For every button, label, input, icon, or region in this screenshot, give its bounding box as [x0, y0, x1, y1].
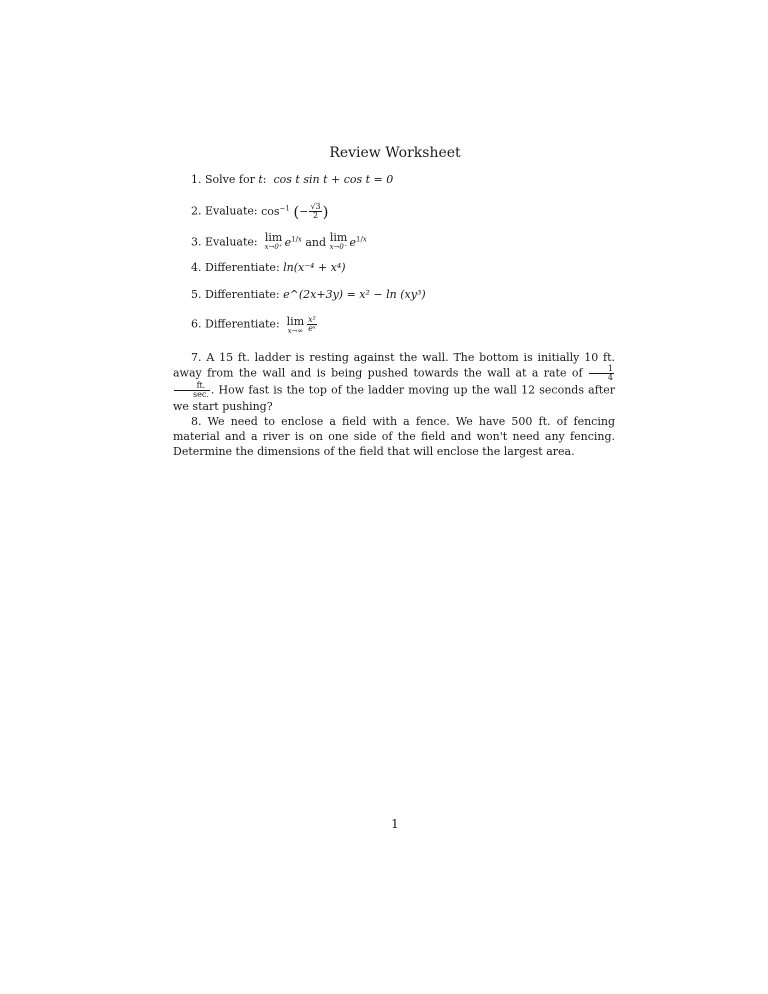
problem-number: 1.	[191, 173, 202, 186]
problem-number: 2.	[191, 204, 202, 218]
problem-text-a: A 15 ft. ladder is resting against the wall. The bottom is initially 10 ft. away from the wall and is being pushed towards the wall at a rate of	[173, 351, 615, 380]
page-number: 1	[391, 817, 399, 831]
problem-text: We need to enclose a field with a fence. We have 500 ft. of fencing material and a river is on one side of the field and won't need any fencing. Determine the dimensions of the field that will enclose the largest area.	[173, 415, 615, 458]
problem-text-b: . How fast is the top of the ladder moving up the wall 12 seconds after we start pushing?	[173, 383, 615, 413]
problem-7	[173, 350, 615, 414]
rate-fraction: $\frac{1}{4}$	[589, 365, 614, 382]
problem-expression: lim x→0⁺ $e^{1/x}$ and lim x→0⁻ $e^{1/x}$	[264, 231, 367, 251]
problem-8	[173, 414, 615, 459]
problem-expression: cos t sin t + cos t = 0	[273, 173, 394, 186]
problem-1: 1. Solve for t: cos t sin t + cos t = 0	[191, 173, 394, 186]
problem-expression: $\cos^{-1}$ (− $\frac{√3}{2}$ )	[261, 202, 329, 221]
problem-expression: lim x→∞ $\frac{\text{x²}}{\text{eˣ}}$	[286, 315, 316, 335]
problem-number: 5.	[191, 288, 202, 301]
problem-label: Differentiate:	[205, 261, 280, 274]
problem-label: Evaluate:	[205, 204, 258, 218]
problem-number: 4.	[191, 261, 202, 274]
problem-expression: ln(x⁻⁴ + x⁴)	[283, 261, 346, 274]
fraction: $\frac{√3}{2}$	[310, 202, 321, 221]
problem-label: Evaluate:	[205, 235, 258, 249]
fraction: $\frac{\text{x²}}{\text{eˣ}}$	[308, 315, 316, 333]
problem-label: Solve for	[205, 173, 255, 186]
problem-number: 3.	[191, 235, 202, 249]
problem-number: 7.	[191, 351, 202, 364]
problem-4	[191, 261, 346, 275]
page-title: Review Worksheet	[329, 145, 461, 161]
problem-label: Differentiate:	[205, 317, 280, 331]
problem-number: 8.	[191, 415, 202, 428]
problem-label: Differentiate:	[205, 288, 280, 301]
problem-expression: e^(2x+3y) = x² − ln (xy³)	[283, 288, 426, 301]
unit-fraction: $\frac{ft.}{\sec.}$	[174, 382, 210, 399]
problem-number: 6.	[191, 317, 202, 331]
problem-3	[191, 232, 367, 251]
problem-variable: t	[258, 173, 263, 186]
problem-2	[191, 201, 329, 220]
problem-5	[191, 288, 426, 302]
problem-6	[191, 316, 318, 335]
